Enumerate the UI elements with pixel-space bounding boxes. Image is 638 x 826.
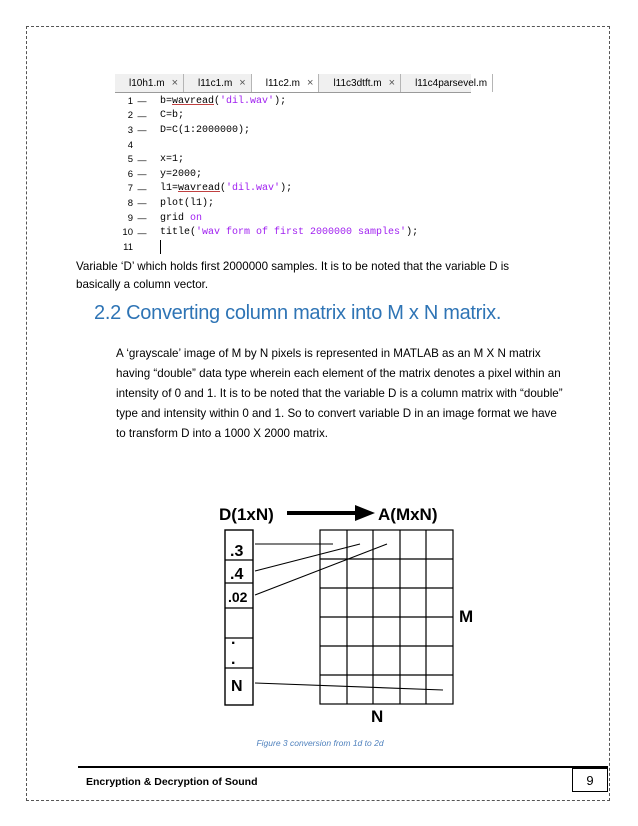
editor-tab <box>115 74 184 92</box>
code-string: 'dil.wav' <box>226 183 281 195</box>
code-line <box>115 94 471 109</box>
text-cursor <box>160 240 161 254</box>
mapping-line <box>255 683 443 690</box>
code-token: wavread <box>172 95 215 107</box>
breakpoint-dash: — <box>137 169 147 180</box>
code-token: wavread <box>178 183 221 195</box>
code-line <box>115 182 471 197</box>
column-cell: .4 <box>230 566 244 583</box>
breakpoint-dash: — <box>137 183 147 194</box>
m-label: M <box>459 607 474 626</box>
code-text: D=C(1:2000000); <box>160 124 251 136</box>
arrow-head <box>355 505 375 521</box>
line-number: 8 <box>127 197 133 209</box>
footer-title: Encryption & Decryption of Sound <box>86 776 258 788</box>
tab-label: l11c4parsevel.m <box>415 77 488 89</box>
code-text: y=2000; <box>160 168 203 180</box>
matrix-grid <box>320 530 453 704</box>
code-line <box>115 211 471 226</box>
editor-tab-bar <box>115 74 488 93</box>
body-paragraph: Variable ‘D’ which holds first 2000000 samples. It is to be noted that the variable D is basically a column vector. <box>76 260 510 291</box>
line-number: 7 <box>127 183 133 195</box>
code-string: 'dil.wav' <box>220 95 275 107</box>
line-number: 1 <box>127 95 133 107</box>
close-icon: × <box>239 77 246 89</box>
left-label: D(1xN) <box>219 505 274 524</box>
conversion-diagram <box>215 500 475 725</box>
breakpoint-dash: — <box>137 227 147 238</box>
code-text: grid on <box>160 212 203 224</box>
line-number: 10 <box>122 227 133 239</box>
footer-rule <box>78 766 608 768</box>
breakpoint-dash: — <box>137 198 147 209</box>
editor-tab <box>401 74 493 92</box>
tab-label: l11c2.m <box>265 77 301 89</box>
code-text: title('wav form of first 2000000 samples'); <box>160 227 419 239</box>
tab-label: l11c3dtft.m <box>333 77 382 89</box>
column-cell: .02 <box>228 589 248 605</box>
page-number: 9 <box>572 768 608 792</box>
line-number: 3 <box>127 124 133 136</box>
close-icon: × <box>307 77 314 89</box>
tab-label: l11c1.m <box>198 77 233 89</box>
code-line <box>115 123 471 138</box>
line-number: 9 <box>127 212 133 224</box>
code-line <box>115 152 471 167</box>
editor-tab-active <box>252 74 320 92</box>
line-number: 5 <box>127 154 133 166</box>
line-number: 11 <box>123 241 133 253</box>
breakpoint-dash: — <box>137 110 147 121</box>
body-paragraph: A ‘grayscale’ image of M by N pixels is represented in MATLAB as an M X N matrix having “double” data type wherein each element of the matrix denotes a pixel within an intensity of 0 and 1. It is to be noted that the variable D is a column matrix with “double” type and intensity within 0 and 1. So to convert variable D in an image format we have to transform D into a 1000 X 2000 matrix. <box>116 347 563 440</box>
code-text: l1=wavread('dil.wav'); <box>160 183 293 195</box>
column-cell: . <box>231 651 236 668</box>
tab-label: l10h1.m <box>129 77 165 89</box>
line-number: 6 <box>127 168 133 180</box>
n-label: N <box>371 707 384 726</box>
close-icon: × <box>388 77 396 89</box>
mapping-line <box>255 544 360 571</box>
code-area <box>115 94 471 255</box>
mapping-line <box>255 544 387 595</box>
code-text: b=wavread('dil.wav'); <box>160 95 287 107</box>
code-line <box>115 196 471 211</box>
code-string: 'wav form of first 2000000 samples' <box>196 227 407 239</box>
code-keyword: on <box>190 212 203 224</box>
breakpoint-dash: — <box>137 154 147 165</box>
breakpoint-dash: — <box>137 96 147 107</box>
section-heading: 2.2 Converting column matrix into M x N matrix. <box>94 302 502 324</box>
code-line <box>115 167 471 182</box>
column-vector <box>225 530 253 705</box>
editor-tab <box>184 74 252 92</box>
breakpoint-dash: — <box>137 125 147 136</box>
code-text: x=1; <box>160 154 185 166</box>
column-cell: .3 <box>230 543 244 560</box>
code-editor-screenshot <box>115 74 488 253</box>
code-line <box>115 225 471 240</box>
right-label: A(MxN) <box>378 505 438 524</box>
code-text: C=b; <box>160 110 185 122</box>
code-line <box>115 240 471 255</box>
column-cell: N <box>231 678 243 695</box>
line-number: 2 <box>127 110 133 122</box>
breakpoint-dash: — <box>137 213 147 224</box>
column-cell: . <box>231 631 236 648</box>
close-icon: × <box>171 77 179 89</box>
diagram-svg <box>215 500 475 725</box>
editor-tab <box>319 74 401 92</box>
code-line <box>115 109 471 124</box>
code-text: plot(l1); <box>160 197 215 209</box>
code-line <box>115 138 471 153</box>
line-number: 4 <box>127 139 133 151</box>
figure-caption: Figure 3 conversion from 1d to 2d <box>256 738 384 748</box>
